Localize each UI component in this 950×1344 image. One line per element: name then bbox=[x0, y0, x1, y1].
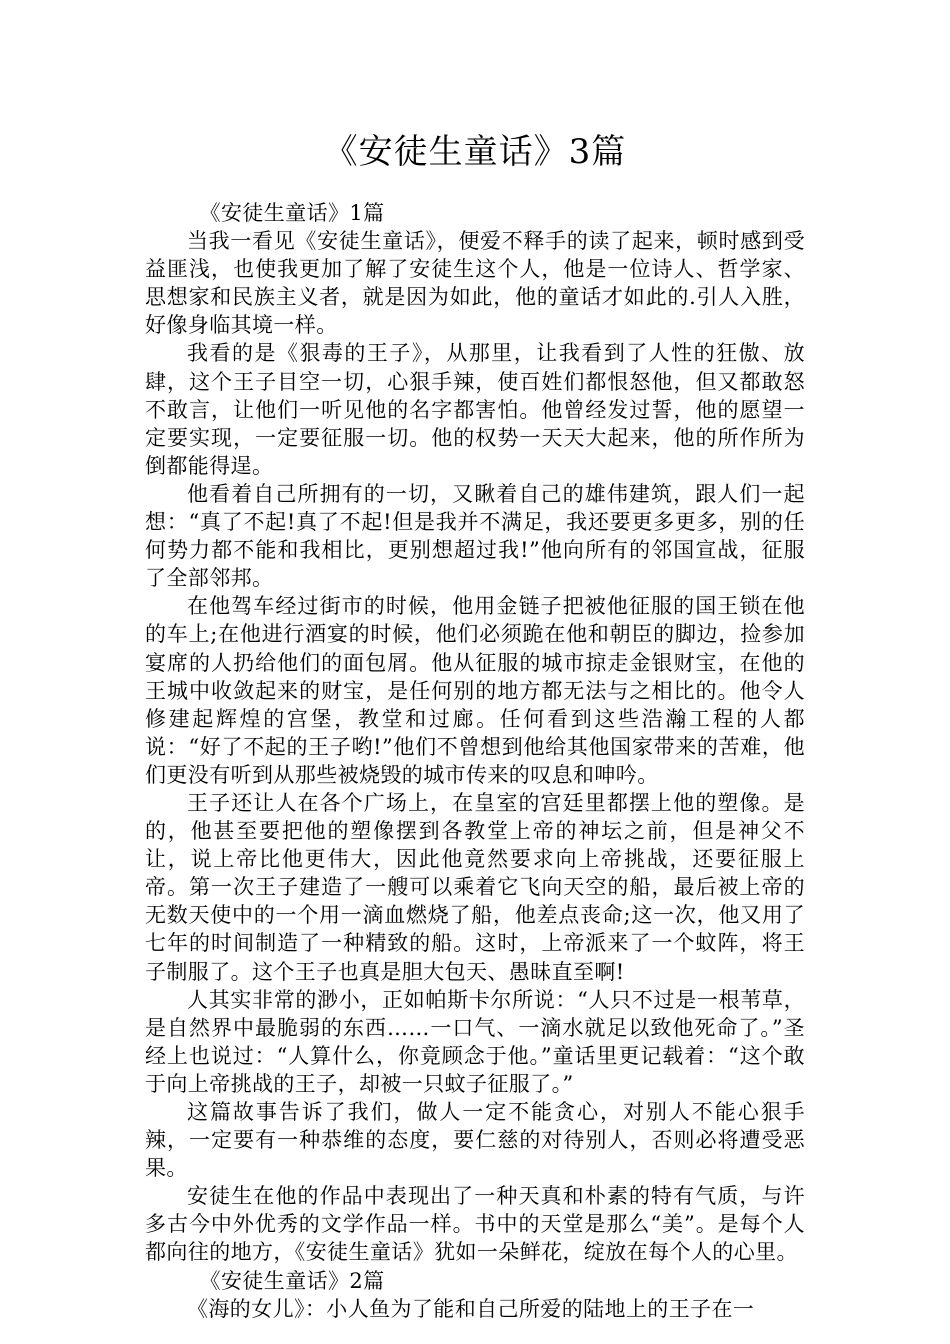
paragraph: 在他驾车经过街市的时候，他用金链子把被他征服的国王锁在他的车上;在他进行酒宴的时候，他们必须跪在他和朝臣的脚边，捡参加宴席的人扔给他们的面包屑。他从征服的城市掠走金银财宝，在他的王城中收敛起来的财宝，是任何别的地方都无法与之相比的。他令人修建起辉煌的宫堡，教堂和过廊。任何看到这些浩瀚工程的人都说：“好了不起的王子哟!”他们不曾想到他给其他国家带来的苦难，他们更没有听到从那些被烧毁的城市传来的叹息和呻吟。 bbox=[145, 594, 805, 787]
section-heading-2: 《安徒生童话》2篇 bbox=[199, 1268, 385, 1293]
paragraph: 人其实非常的渺小，正如帕斯卡尔所说：“人只不过是一根苇草，是自然界中最脆弱的东西……一口气、一滴水就足以致他死命了。”圣经上也说过：“人算什么，你竟顾念于他。”童话里更记载着：“这个敢于向上帝挑战的王子，却被一只蚊子征服了。” bbox=[145, 987, 805, 1096]
document-body bbox=[145, 199, 805, 1323]
section-heading-1: 《安徒生童话》1篇 bbox=[199, 201, 385, 225]
paragraph: 他看着自己所拥有的一切，又瞅着自己的雄伟建筑，跟人们一起想：“真了不起!真了不起!但是我并不满足，我还要更多更多，别的任何势力都不能和我相比，更别想超过我!”他向所有的邻国宣战，征服了全部邻邦。 bbox=[145, 481, 805, 591]
paragraph: 《海的女儿》：小人鱼为了能和自己所爱的陆地上的王子在一 bbox=[187, 1296, 755, 1321]
document-title: 《安徒生童话》3篇 bbox=[323, 132, 627, 172]
paragraph: 我看的是《狠毒的王子》，从那里，让我看到了人性的狂傲、放肆，这个王子目空一切，心狠手辣，使百姓们都恨怒他，但又都敢怒不敢言，让他们一听见他的名字都害怕。他曾经发过誓，他的愿望一定要实现，一定要征服一切。他的权势一天天大起来，他的所作所为倒都能得逞。 bbox=[145, 341, 805, 478]
paragraph: 这篇故事告诉了我们，做人一定不能贪心，对别人不能心狠手辣，一定要有一种恭维的态度，要仁慈的对待别人，否则必将遭受恶果。 bbox=[145, 1100, 805, 1181]
paragraph: 王子还让人在各个广场上，在皇室的宫廷里都摆上他的塑像。是的，他甚至要把他的塑像摆到各教堂上帝的神坛之前，但是神父不让，说上帝比他更伟大，因此他竟然要求向上帝挑战，还要征服上帝。第一次王子建造了一艘可以乘着它飞向天空的船，最后被上帝的无数天使中的一个用一滴血燃烧了船，他差点丧命;这一次，他又用了七年的时间制造了一种精致的船。这时，上帝派来了一个蚊阵，将王子制服了。这个王子也真是胆大包天、愚昧直至啊! bbox=[145, 790, 805, 984]
paragraph: 安徒生在他的作品中表现出了一种天真和朴素的特有气质，与许多古今中外优秀的文学作品一样。书中的天堂是那么“美”。是每个人都向往的地方，《安徒生童话》犹如一朵鲜花，绽放在每个人的心里。 bbox=[145, 1184, 805, 1265]
paragraph: 当我一看见《安徒生童话》，便爱不释手的读了起来，顿时感到受益匪浅，也使我更加了解了安徒生这个人，他是一位诗人、哲学家、思想家和民族主义者，就是因为如此，他的童话才如此的.引人入胜，好像身临其境一样。 bbox=[145, 229, 805, 338]
